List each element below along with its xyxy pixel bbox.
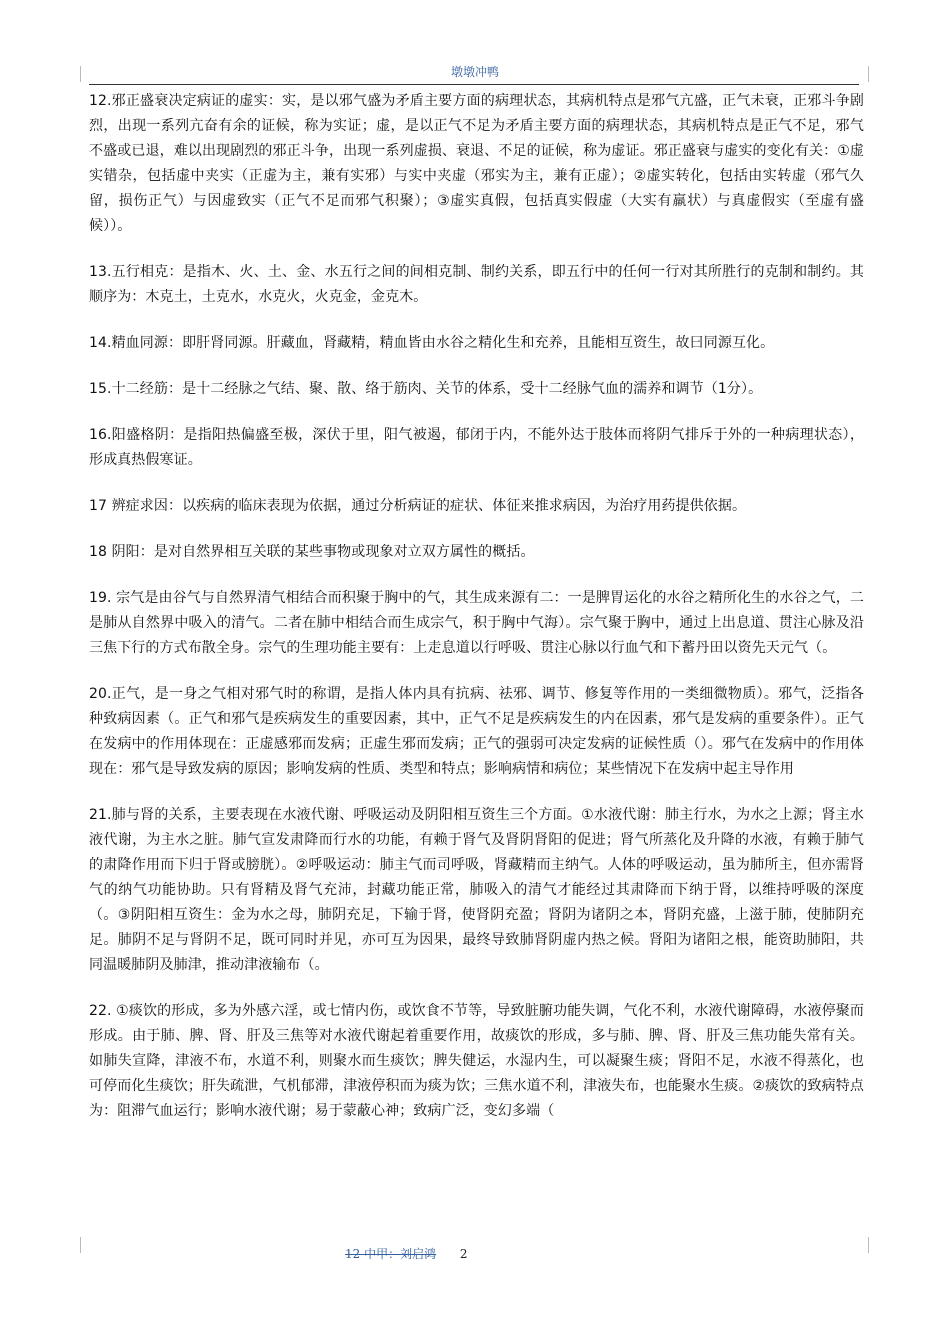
paragraph-13: 13.五行相克：是指木、火、土、金、水五行之间的间相克制、制约关系，即五行中的任何一行对其所胜行的克制和制约。其顺序为：木克土，土克水，水克火，火克金，金克木。 (89, 264, 864, 305)
paragraph-17: 17 辨症求因：以疾病的临床表现为依据，通过分析病证的症状、体征来推求病因，为治疗用药提供依据。 (89, 498, 747, 514)
header-title: 墩墩冲鸭 (450, 65, 499, 79)
document-body (89, 89, 864, 1124)
paragraph-15: 15.十二经筋：是十二经脉之气结、聚、散、络于筋肉、关节的体系，受十二经脉气血的濡养和调节（1分）。 (89, 381, 763, 397)
page-number: 2 (459, 1247, 468, 1261)
paragraph-14: 14.精血同源：即肝肾同源。肝藏血，肾藏精，精血皆由水谷之精化生和充养，且能相互资生，故曰同源互化。 (89, 335, 775, 351)
paragraph-21: 21.肺与肾的关系，主要表现在水液代谢、呼吸运动及阴阳相互资生三个方面。①水液代谢：肺主行水，为水之上源；肾主水液代谢，为主水之脏。肺气宣发肃降而行水的功能，有赖于肾气及肾阴肾阳的促进；肾气所蒸化及升降的水液，有赖于肺气的肃降作用而下归于肾或膀胱）。②呼吸运动：肺主气而司呼吸，肾藏精而主纳气。人体的呼吸运动，虽为肺所主，但亦需肾气的纳气功能协助。只有肾精及肾气充沛，封藏功能正常，肺吸入的清气才能经过其肃降而下纳于肾，以维持呼吸的深度（。③阴阳相互资生：金为水之母，肺阴充足，下输于肾，使肾阴充盈；肾阴为诸阴之本，肾阴充盛，上滋于肺，使肺阴充足。肺阴不足与肾阴不足，既可同时并见，亦可互为因果，最终导致肺肾阴虚内热之候。肾阳为诸阳之根，能资助肺阳，共同温暖肺阴及肺津，推动津液输布（。 (89, 807, 864, 973)
header-rule (89, 84, 859, 85)
paragraph-18: 18 阴阳：是对自然界相互关联的某些事物或现象对立双方属性的概括。 (89, 544, 535, 560)
crop-mark-bottom-right (868, 1237, 869, 1253)
page-footer (345, 1245, 468, 1262)
paragraph-16: 16.阳盛格阴：是指阳热偏盛至极，深伏于里，阳气被遏，郁闭于内，不能外达于肢体而将阴气排斥于外的一种病理状态），形成真热假寒证。 (89, 427, 864, 468)
footer-text: 12 中甲：刘启鸿 (345, 1247, 437, 1261)
crop-mark-bottom-left (80, 1237, 81, 1253)
paragraph-19: 19. 宗气是由谷气与自然界清气相结合而积聚于胸中的气，其生成来源有二：一是脾胃运化的水谷之精所化生的水谷之气，二是肺从自然界中吸入的清气。二者在肺中相结合而生成宗气，积于胸中气海）。宗气聚于胸中，通过上出息道、贯注心脉及沿三焦下行的方式布散全身。宗气的生理功能主要有：上走息道以行呼吸、贯注心脉以行血气和下蓄丹田以资先天元气（。 (89, 590, 864, 656)
paragraph-12: 12.邪正盛衰决定病证的虚实：实，是以邪气盛为矛盾主要方面的病理状态，其病机特点是邪气亢盛，正气未衰，正邪斗争剧烈，出现一系列亢奋有余的证候，称为实证；虚，是以正气不足为矛盾主要方面的病理状态，其病机特点是正气不足，邪气不盛或已退，难以出现剧烈的邪正斗争，出现一系列虚损、衰退、不足的证候，称为虚证。邪正盛衰与虚实的变化有关：①虚实错杂，包括虚中夹实（正虚为主，兼有实邪）与实中夹虚（邪实为主，兼有正虚）；②虚实转化，包括由实转虚（邪气久留，损伤正气）与因虚致实（正气不足而邪气积聚）；③虚实真假，包括真实假虚（大实有羸状）与真虚假实（至虚有盛候））。 (89, 93, 864, 234)
paragraph-22: 22. ①痰饮的形成，多为外感六淫，或七情内伤，或饮食不节等，导致脏腑功能失调，气化不利，水液代谢障碍，水液停聚而形成。由于肺、脾、肾、肝及三焦等对水液代谢起着重要作用，故痰饮的形成，多与肺、脾、肾、肝及三焦功能失常有关。如肺失宣降，津液不布，水道不利，则聚水而生痰饮；脾失健运，水湿内生，可以凝聚生痰；肾阳不足，水液不得蒸化，也可停而化生痰饮；肝失疏泄，气机郁滞，津液停积而为痰为饮；三焦水道不利，津液失布，也能聚水生痰。②痰饮的致病特点为：阻滞气血运行；影响水液代谢；易于蒙蔽心神；致病广泛，变幻多端（ (89, 1003, 864, 1119)
paragraph-20: 20.正气，是一身之气相对邪气时的称谓，是指人体内具有抗病、祛邪、调节、修复等作用的一类细微物质）。邪气，泛指各种致病因素（。正气和邪气是疾病发生的重要因素，其中，正气不足是疾病发生的内在因素，邪气是发病的重要条件）。正气在发病中的作用体现在：正虚感邪而发病；正虚生邪而发病；正气的强弱可决定发病的证候性质（）。邪气在发病中的作用体现在：邪气是导致发病的原因；影响发病的性质、类型和特点；影响病情和病位；某些情况下在发病中起主导作用 (89, 686, 864, 777)
